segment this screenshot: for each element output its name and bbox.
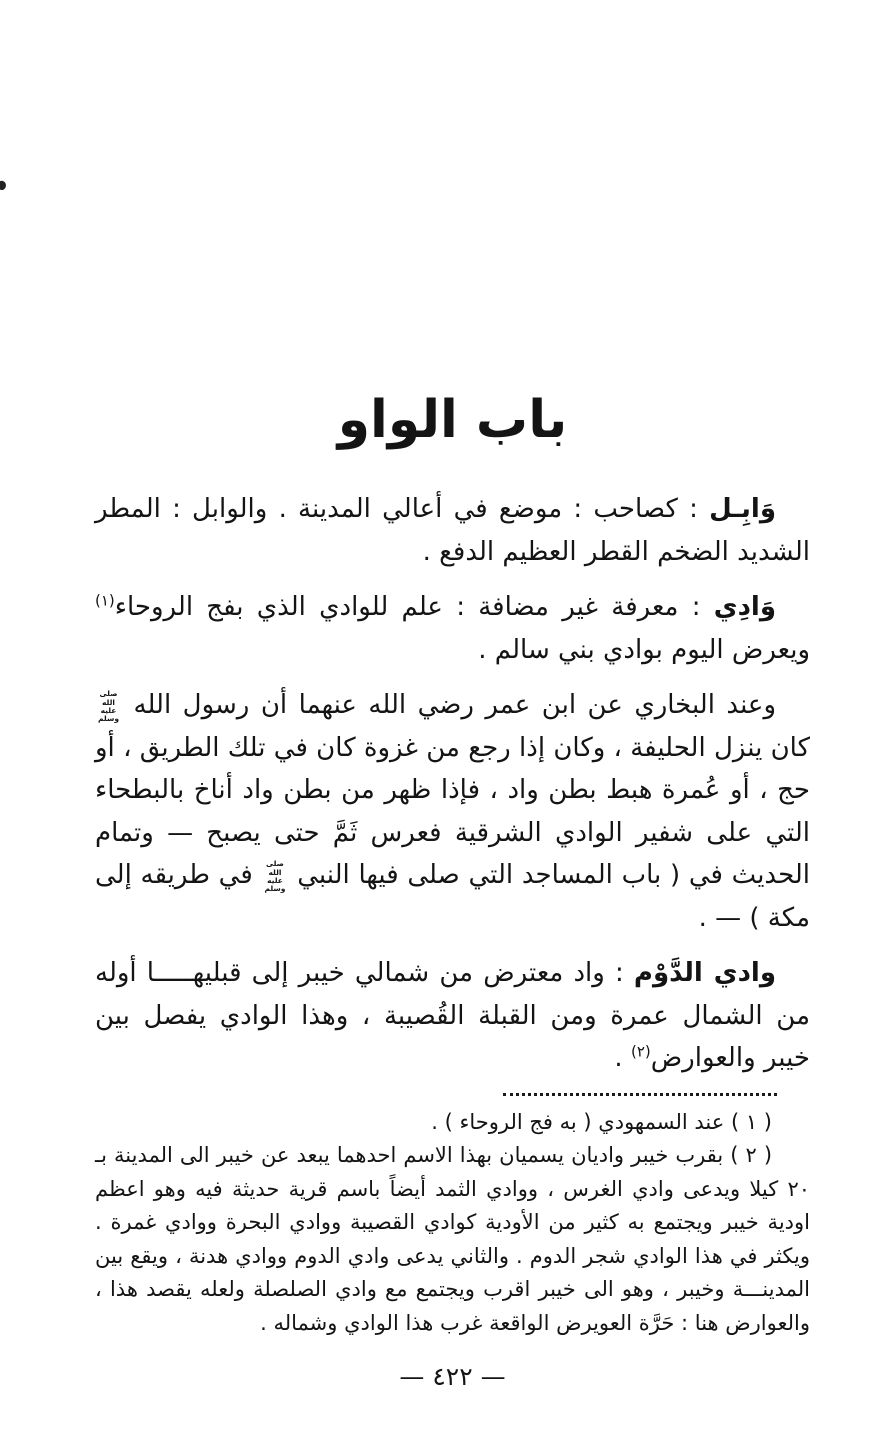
entry-wadi-headword: وَادِي	[713, 592, 776, 622]
footnote-2	[95, 1139, 810, 1340]
sallallahu-alayhi-wasallam-mark: صلى الله عليه وسلم	[264, 859, 286, 893]
entry-wabil	[95, 488, 810, 573]
footnote-separator	[503, 1093, 777, 1096]
hadith-text-part3: في طريقه إلى مكة ) — .	[95, 860, 810, 933]
hadith-text-part2: كان ينزل الحليفة ، وكان إذا رجع من غزوة كان في تلك الطريق ، أو حج ، أو عُمرة هبط بطن واد ، فإذا ظهر من بطن واد أناخ بالبطحاء التي على شفير الوادي الشرقية فعرس ثَمَّ حتى يصبح — وتمام الحديث في ( باب المساجد التي صلى فيها النبي	[95, 732, 811, 890]
footnote-ref-1: (١)	[95, 591, 115, 610]
entry-wadi-addawm-text-tail: .	[614, 1043, 631, 1073]
entry-wadi-addawm-text: : واد معترض من شمالي خيبر إلى قبليهـــــا أوله من الشمال عمرة ومن القبلة القُصيبة ، وهذا الوادي يفصل بين خيبر والعوارض	[95, 958, 810, 1073]
chapter-title: باب الواو	[337, 390, 568, 450]
entry-wabil-headword: وَابِـل	[709, 494, 776, 524]
page-content	[95, 0, 810, 1391]
footnote-1	[95, 1106, 810, 1140]
entry-wadi-addawm-headword: وادي الدَّوْم	[633, 958, 776, 988]
footnote-1-marker: ( ١ )	[730, 1109, 772, 1134]
entry-wadi-text: : معرفة غير مضافة : علم للوادي الذي بفج الروحاء	[114, 592, 714, 622]
scan-artifact-speck	[0, 180, 7, 191]
entry-wadi	[95, 586, 810, 671]
page-number: — ٤٢٢ —	[399, 1362, 506, 1391]
sallallahu-alayhi-wasallam-mark: صلى الله عليه وسلم	[98, 689, 119, 723]
footnote-2-text: بقرب خيبر واديان يسميان بهذا الاسم احدهما يبعد عن خيبر الى المدينة بـ ٢٠ كيلا ويدعى وادي الغرس ، ووادي الثمد أيضاً باسم قرية حديثة فيه وهو اعظم اودية خيبر ويجتمع به كثير من الأودية كوادي القصيبة ووادي البحرة ووادي غمرة . ويكثر في هذا الوادي شجر الدوم . والثاني يدعى وادي الدوم ووادي هدنة ، ويقع بين المدينـــة وخيبر ، وهو الى خيبر اقرب ويجتمع مع وادي الصلصلة ولعله يقصد هذا ، والعوارض هنا : حَرَّة العويرض الواقعة غرب هذا الوادي وشماله .	[95, 1143, 810, 1335]
entry-wadi-addawm	[95, 952, 810, 1080]
entry-bukhari-hadith	[95, 684, 810, 939]
entry-wadi-text-tail: ويعرض اليوم بوادي بني سالم .	[478, 634, 810, 665]
entry-wabil-text: : كصاحب : موضع في أعالي المدينة . والوابل : المطر الشديد الضخم القطر العظيم الدفع .	[95, 494, 810, 567]
footnote-1-text: عند السمهودي ( به فج الروحاء ) .	[431, 1109, 725, 1134]
hadith-text-part1: وعند البخاري عن ابن عمر رضي الله عنهما أن رسول الله	[133, 690, 776, 720]
footnote-2-marker: ( ٢ )	[730, 1143, 773, 1167]
footnotes-section	[95, 1106, 810, 1341]
footnote-ref-2: (٢)	[630, 1042, 651, 1061]
